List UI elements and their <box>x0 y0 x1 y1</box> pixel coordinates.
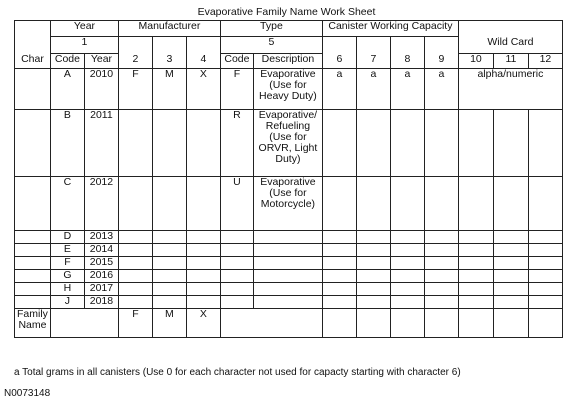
canister-group-header: Canister Working Capacity <box>322 21 458 37</box>
table-cell <box>15 283 51 296</box>
table-cell <box>15 69 51 110</box>
char-col-8-top <box>390 37 424 54</box>
table-cell <box>528 110 562 177</box>
table-cell <box>15 244 51 257</box>
table-cell <box>356 177 390 231</box>
year-cell: 2014 <box>84 244 118 257</box>
table-cell <box>528 296 562 309</box>
family-year-cell <box>50 309 118 338</box>
table-cell <box>322 110 356 177</box>
char-col-3-top <box>152 37 186 54</box>
table-cell <box>220 270 253 283</box>
footnote: a Total grams in all canisters (Use 0 for each character not used for capacty starting with character 6) <box>14 367 461 378</box>
type-group-header: Type <box>220 21 322 37</box>
table-cell <box>253 270 322 283</box>
manufacturer-cell: M <box>152 69 186 110</box>
year-cell: 2018 <box>84 296 118 309</box>
year-code-header: Code <box>50 54 84 69</box>
type-code-cell: R <box>220 110 253 177</box>
table-cell <box>390 110 424 177</box>
type-description-cell: Evaporative/ Refueling (Use for ORVR, Light Duty) <box>253 110 322 177</box>
table-cell <box>493 283 528 296</box>
char-number-8: 8 <box>390 54 424 69</box>
year-cell: 2010 <box>84 69 118 110</box>
table-cell <box>220 257 253 270</box>
table-cell <box>322 177 356 231</box>
char-number-7: 7 <box>356 54 390 69</box>
table-cell <box>458 244 493 257</box>
char-number-6: 6 <box>322 54 356 69</box>
char-number-2: 2 <box>118 54 152 69</box>
table-cell <box>186 283 220 296</box>
table-cell <box>493 231 528 244</box>
table-cell <box>186 270 220 283</box>
worksheet-title: Evaporative Family Name Work Sheet <box>197 6 376 18</box>
char-col-9-top <box>424 37 458 54</box>
char-header-top <box>15 21 51 37</box>
char-number-4: 4 <box>186 54 220 69</box>
table-cell <box>356 283 390 296</box>
table-cell <box>152 270 186 283</box>
table-cell <box>15 231 51 244</box>
table-cell <box>390 283 424 296</box>
family-type-cell <box>220 309 322 338</box>
table-cell <box>458 257 493 270</box>
table-cell <box>118 177 152 231</box>
char-header-mid <box>15 37 51 54</box>
char-number-1: 1 <box>50 37 118 54</box>
table-cell <box>493 244 528 257</box>
table-cell <box>322 231 356 244</box>
table-cell <box>186 110 220 177</box>
table-cell <box>356 296 390 309</box>
table-cell <box>118 110 152 177</box>
table-cell <box>424 110 458 177</box>
year-cell: 2017 <box>84 283 118 296</box>
table-cell <box>152 257 186 270</box>
family-cell <box>458 309 493 338</box>
family-manufacturer-cell: M <box>152 309 186 338</box>
canister-cell: a <box>322 69 356 110</box>
figure-id: N0073148 <box>4 388 51 399</box>
table-cell <box>152 296 186 309</box>
family-manufacturer-cell: F <box>118 309 152 338</box>
table-cell <box>118 296 152 309</box>
year-header: Year <box>84 54 118 69</box>
table-cell <box>253 257 322 270</box>
manufacturer-group-header: Manufacturer <box>118 21 220 37</box>
year-code-cell: H <box>50 283 84 296</box>
table-cell <box>186 177 220 231</box>
table-cell <box>528 257 562 270</box>
family-cell <box>528 309 562 338</box>
table-cell <box>253 296 322 309</box>
description-header: Description <box>253 54 322 69</box>
year-cell: 2013 <box>84 231 118 244</box>
table-cell <box>528 270 562 283</box>
table-cell <box>118 257 152 270</box>
table-cell <box>186 244 220 257</box>
table-cell <box>390 244 424 257</box>
manufacturer-cell: F <box>118 69 152 110</box>
family-cell <box>322 309 356 338</box>
table-cell <box>528 283 562 296</box>
table-cell <box>528 177 562 231</box>
table-cell <box>15 296 51 309</box>
table-cell <box>528 231 562 244</box>
year-group-header: Year <box>50 21 118 37</box>
type-description-cell: Evaporative (Use for Motorcycle) <box>253 177 322 231</box>
family-cell <box>493 309 528 338</box>
table-cell <box>152 231 186 244</box>
year-cell: 2015 <box>84 257 118 270</box>
table-cell <box>424 257 458 270</box>
table-cell <box>390 257 424 270</box>
year-code-cell: B <box>50 110 84 177</box>
type-code-cell: U <box>220 177 253 231</box>
canister-cell: a <box>390 69 424 110</box>
table-cell <box>458 231 493 244</box>
table-cell <box>424 296 458 309</box>
manufacturer-cell: X <box>186 69 220 110</box>
char-col-4-top <box>186 37 220 54</box>
table-cell <box>220 244 253 257</box>
table-cell <box>356 110 390 177</box>
table-cell <box>186 257 220 270</box>
table-cell <box>322 270 356 283</box>
wild-group-top <box>458 21 562 37</box>
table-cell <box>152 283 186 296</box>
family-name-worksheet-table <box>14 20 563 338</box>
year-code-cell: F <box>50 257 84 270</box>
table-cell <box>390 270 424 283</box>
table-cell <box>356 244 390 257</box>
table-cell <box>458 270 493 283</box>
table-cell <box>220 296 253 309</box>
table-cell <box>253 244 322 257</box>
wild-card-group-header: Wild Card <box>458 37 562 54</box>
table-cell <box>220 231 253 244</box>
table-cell <box>356 257 390 270</box>
char-header: Char <box>15 54 51 69</box>
year-cell: 2016 <box>84 270 118 283</box>
table-cell <box>15 110 51 177</box>
year-code-cell: C <box>50 177 84 231</box>
table-cell <box>118 231 152 244</box>
family-manufacturer-cell: X <box>186 309 220 338</box>
table-cell <box>253 283 322 296</box>
canister-cell: a <box>356 69 390 110</box>
table-cell <box>356 270 390 283</box>
char-number-5: 5 <box>220 37 322 54</box>
table-cell <box>186 296 220 309</box>
wild-card-cell: alpha/numeric <box>458 69 562 110</box>
table-cell <box>322 244 356 257</box>
table-cell <box>118 244 152 257</box>
type-code-cell: F <box>220 69 253 110</box>
table-cell <box>118 270 152 283</box>
year-code-cell: J <box>50 296 84 309</box>
table-cell <box>15 257 51 270</box>
year-code-cell: D <box>50 231 84 244</box>
char-number-12: 12 <box>528 54 562 69</box>
table-cell <box>322 296 356 309</box>
family-cell <box>424 309 458 338</box>
table-cell <box>493 177 528 231</box>
type-code-header: Code <box>220 54 253 69</box>
table-cell <box>152 110 186 177</box>
table-cell <box>15 270 51 283</box>
table-cell <box>493 257 528 270</box>
table-cell <box>493 270 528 283</box>
table-cell <box>390 296 424 309</box>
table-cell <box>220 283 253 296</box>
canister-cell: a <box>424 69 458 110</box>
year-cell: 2012 <box>84 177 118 231</box>
table-cell <box>458 283 493 296</box>
table-cell <box>424 231 458 244</box>
table-cell <box>152 244 186 257</box>
family-name-label: Family Name <box>15 309 51 338</box>
table-cell <box>424 177 458 231</box>
table-cell <box>152 177 186 231</box>
year-cell: 2011 <box>84 110 118 177</box>
table-cell <box>356 231 390 244</box>
char-col-6-top <box>322 37 356 54</box>
char-number-9: 9 <box>424 54 458 69</box>
table-cell <box>15 177 51 231</box>
table-cell <box>390 231 424 244</box>
year-code-cell: A <box>50 69 84 110</box>
family-cell <box>356 309 390 338</box>
table-cell <box>424 283 458 296</box>
char-col-7-top <box>356 37 390 54</box>
table-cell <box>322 257 356 270</box>
char-col-2-top <box>118 37 152 54</box>
table-cell <box>458 177 493 231</box>
char-number-10: 10 <box>458 54 493 69</box>
year-code-cell: E <box>50 244 84 257</box>
table-cell <box>424 244 458 257</box>
table-cell <box>322 283 356 296</box>
char-number-3: 3 <box>152 54 186 69</box>
table-cell <box>493 296 528 309</box>
table-cell <box>118 283 152 296</box>
type-description-cell: Evaporative (Use for Heavy Duty) <box>253 69 322 110</box>
family-cell <box>390 309 424 338</box>
table-cell <box>458 110 493 177</box>
table-cell <box>253 231 322 244</box>
table-cell <box>528 244 562 257</box>
table-cell <box>186 231 220 244</box>
table-cell <box>493 110 528 177</box>
table-cell <box>458 296 493 309</box>
table-cell <box>390 177 424 231</box>
char-number-11: 11 <box>493 54 528 69</box>
table-cell <box>424 270 458 283</box>
year-code-cell: G <box>50 270 84 283</box>
